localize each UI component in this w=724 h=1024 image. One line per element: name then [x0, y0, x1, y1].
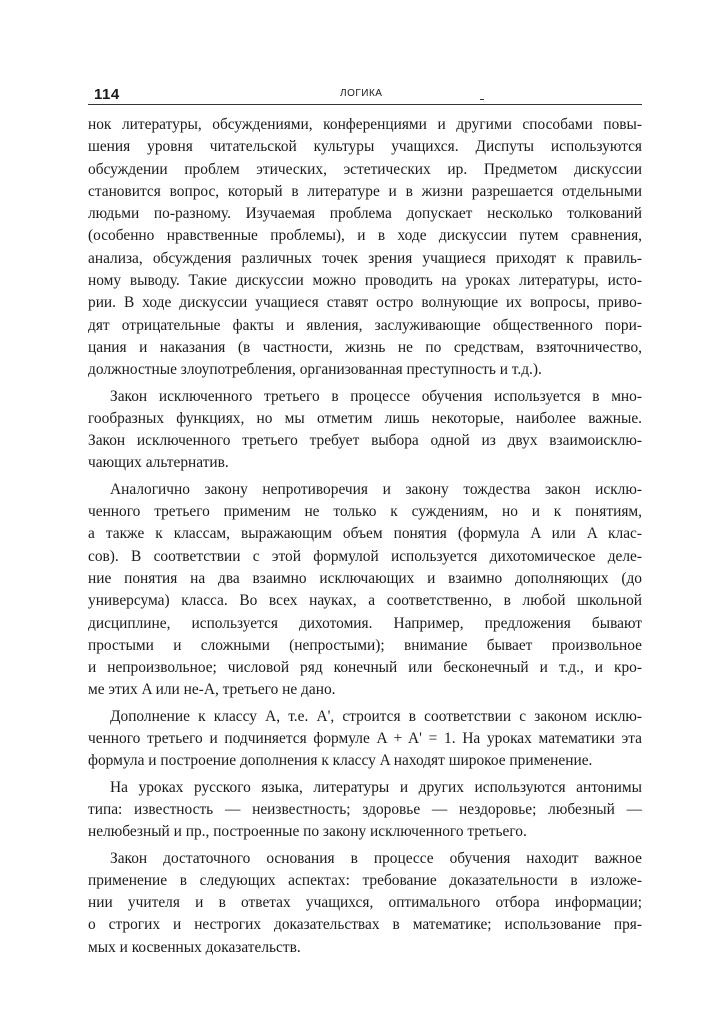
- text-line: рии. В ходе дискуссии учащиеся ставят остро волнующие их вопросы, приво-: [88, 294, 642, 312]
- text-line: ному выводу. Такие дискуссии можно проводить на уроках литературы, исто-: [88, 272, 642, 290]
- text-line: мых и косвенных доказательств.: [88, 938, 301, 956]
- text-line: сов). В соответствии с этой формулой используется дихотомическое деле-: [88, 547, 642, 565]
- text-line: чающих альтернатив.: [88, 454, 229, 472]
- header-rule-mark: [480, 94, 484, 100]
- text-body: [88, 114, 642, 959]
- page-number: 114: [94, 86, 120, 103]
- text-line: (особенно нравственные проблемы), и в ходе дискуссии путем сравнения,: [88, 227, 642, 245]
- text-line: обсуждении проблем этических, эстетических ир. Предметом дискуссии: [88, 160, 642, 178]
- text-line: ние понятия на два взаимно исключающих и взаимно дополняющих (до: [88, 569, 642, 587]
- text-line: ченного третьего применим не только к суждениям, но и к понятиям,: [88, 503, 642, 521]
- text-line: анализа, обсуждения различных точек зрения учащиеся приходят к правиль-: [88, 249, 642, 267]
- text-line: ме этих A или не-A, третьего не дано.: [88, 681, 336, 699]
- text-line: гообразных функциях, но мы отметим лишь некоторые, наиболее важные.: [88, 409, 642, 427]
- text-line: Дополнение к классу A, т.е. A', строится в соответствии с законом исклю-: [110, 707, 642, 725]
- paragraph-3: [88, 479, 642, 702]
- text-line: должностные злоупотребления, организованная преступность и т.д.).: [88, 361, 542, 379]
- text-line: Аналогично закону непротиворечия и закону тождества закон исклю-: [110, 480, 642, 498]
- text-line: нок литературы, обсуждениями, конференциями и другими способами повы-: [88, 116, 642, 133]
- text-line: становится вопрос, который в литературе и в жизни разрешается отдельными: [88, 182, 642, 200]
- page-header: [88, 84, 642, 105]
- text-line: и непроизвольное; числовой ряд конечный или бесконечный и т.д., и кро-: [88, 659, 642, 677]
- text-line: дисциплине, используется дихотомия. Например, предложения бывают: [88, 614, 642, 632]
- paragraph-4: [88, 706, 642, 773]
- text-line: типа: известность — неизвестность; здоровье — нездоровье; любезный —: [88, 800, 642, 818]
- text-line: Закон исключенного третьего требует выбора одной из двух взаимоисклю-: [88, 432, 642, 450]
- paragraph-5: [88, 777, 642, 844]
- text-line: простыми и сложными (непростыми); внимание бывает произвольное: [88, 636, 642, 654]
- text-line: а также к классам, выражающим объем понятия (формула A или A клас-: [88, 525, 642, 543]
- text-line: формула и построение дополнения к классу A находят широкое применение.: [88, 752, 593, 770]
- text-line: универсума) класса. Во всех науках, а соответственно, в любой школьной: [88, 592, 642, 610]
- text-line: Закон исключенного третьего в процессе обучения используется в мно-: [110, 387, 642, 405]
- running-title: ЛОГИКА: [340, 88, 383, 99]
- paragraph-2: [88, 386, 642, 475]
- text-line: дят отрицательные факты и явления, заслуживающие общественного пори-: [88, 316, 642, 334]
- text-line: людьми по-разному. Изучаемая проблема допускает несколько толкований: [88, 205, 642, 223]
- text-line: о строгих и нестрогих доказательствах в математике; использование пря-: [88, 916, 642, 934]
- text-line: нии учителя и в ответах учащихся, оптимального отбора информации;: [88, 894, 642, 912]
- paragraph-6: [88, 848, 642, 959]
- text-line: На уроках русского языка, литературы и других используются антонимы: [110, 778, 642, 796]
- text-line: применение в следующих аспектах: требование доказательности в изложе-: [88, 871, 642, 889]
- text-line: Закон достаточного основания в процессе обучения находит важное: [110, 849, 642, 867]
- text-line: ченного третьего и подчиняется формуле A + A' = 1. На уроках математики эта: [88, 730, 642, 748]
- paragraph-1: [88, 114, 642, 382]
- text-line: цания и наказания (в частности, жизнь не по средствам, взяточничество,: [88, 338, 642, 356]
- text-line: нелюбезный и пр., построенные по закону исключенного третьего.: [88, 823, 527, 841]
- text-line: шения уровня читательской культуры учащихся. Диспуты используются: [88, 138, 642, 156]
